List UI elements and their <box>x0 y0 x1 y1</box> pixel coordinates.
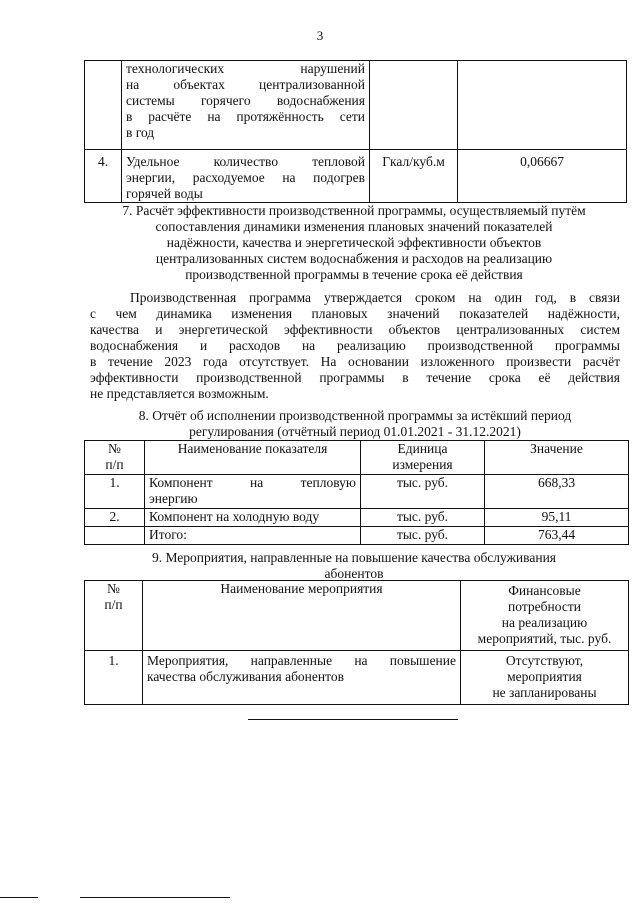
section9-heading <box>84 550 624 582</box>
header-finance-line: потребности <box>508 599 581 614</box>
heading-line: абонентов <box>324 566 384 581</box>
table-header-row <box>85 441 629 475</box>
cell-name-line: качества обслуживания абонентов <box>147 669 344 684</box>
cell-name-line: энергию <box>149 491 198 506</box>
cell-finance-line: Отсутствуют, <box>505 653 584 668</box>
cell-unit: тыс. руб. <box>361 509 485 527</box>
paragraph-line: не представляется возможным. <box>90 386 269 401</box>
section8-heading <box>90 408 620 440</box>
table-row <box>85 475 629 509</box>
cell-name-line: технологических нарушений <box>126 61 365 76</box>
table-row-total <box>85 527 629 545</box>
header-value: Значение <box>485 441 629 475</box>
heading-line: сопоставления динамики изменения плановых значений показателей <box>155 219 553 234</box>
cell-value: 0,06667 <box>458 150 627 203</box>
header-unit-line: Единица <box>397 441 448 456</box>
cell-value: 763,44 <box>485 527 629 545</box>
cell-name-line: Мероприятия, направленные на повышение <box>147 653 456 668</box>
header-num-line: п/п <box>104 597 123 612</box>
cell-name <box>143 651 461 705</box>
cell-unit: тыс. руб. <box>361 527 485 545</box>
cell-name-line: энергии, расходуемое на подогрев <box>126 170 365 185</box>
header-num-line: № <box>107 581 120 596</box>
header-unit <box>361 441 485 475</box>
table-header-row <box>85 581 629 651</box>
section7-heading <box>84 203 624 283</box>
heading-line: централизованных систем водоснабжения и расходов на реализацию <box>155 251 553 266</box>
cell-name <box>145 509 361 527</box>
header-finance-line: мероприятий, тыс. руб. <box>477 631 612 646</box>
cell-name <box>122 150 370 203</box>
closing-divider <box>248 719 458 720</box>
cell-unit: Гкал/куб.м <box>370 150 458 203</box>
paragraph-line: Производственная программа утверждается сроком на один год, в связи <box>130 290 620 305</box>
cell-num: 2. <box>85 509 145 527</box>
paragraph-line: с чем динамика изменения плановых значений показателей надёжности, <box>90 306 620 321</box>
heading-line: 8. Отчёт об исполнении производственной программы за истёкший период <box>138 408 572 423</box>
cell-value <box>458 61 627 150</box>
cell-name-line: Удельное количество тепловой <box>126 154 365 169</box>
cell-unit: тыс. руб. <box>361 475 485 509</box>
section7-paragraph <box>90 290 620 402</box>
heading-line: надёжности, качества и энергетической эффективности объектов <box>166 235 542 250</box>
cell-num: 1. <box>85 475 145 509</box>
cell-name-line: системы горячего водоснабжения <box>126 93 365 108</box>
heading-line: регулирования (отчётный период 01.01.2021 - 31.12.2021) <box>189 424 521 439</box>
paragraph-line: в течение 2023 года отсутствует. На основании изложенного произвести расчёт <box>90 354 620 369</box>
footer-divider <box>80 897 230 898</box>
cell-name-line: горячей воды <box>126 186 203 201</box>
cell-num <box>85 61 122 150</box>
cell-name-line: Итого: <box>149 527 187 542</box>
header-num-line: № <box>108 441 121 456</box>
cell-name-line: Компонент на тепловую <box>149 475 356 490</box>
cell-name-line: Компонент на холодную воду <box>149 509 320 524</box>
cell-name <box>145 475 361 509</box>
cell-unit <box>370 61 458 150</box>
table-continuation <box>84 60 627 203</box>
table-row <box>85 509 629 527</box>
footer-divider <box>0 897 38 898</box>
header-finance-line: на реализацию <box>501 615 588 630</box>
cell-name-line: на объектах централизованной <box>126 77 365 92</box>
cell-name <box>122 61 370 150</box>
cell-name <box>145 527 361 545</box>
cell-finance-line: мероприятия <box>507 669 582 684</box>
table-row <box>85 651 629 705</box>
header-num <box>85 581 143 651</box>
heading-line: производственной программы в течение срока её действия <box>185 267 523 282</box>
paragraph-line: водоснабжения и расходов на реализацию производственной программы <box>90 338 620 353</box>
header-unit-line: измерения <box>392 457 453 472</box>
paragraph-line: эффективности производственной программы в течение срока её действия <box>90 370 620 385</box>
header-name: Наименование мероприятия <box>143 581 461 651</box>
cell-num: 1. <box>85 651 143 705</box>
cell-name-line: в расчёте на протяжённость сети <box>126 109 365 124</box>
cell-num: 4. <box>85 150 122 203</box>
header-num-line: п/п <box>105 457 124 472</box>
table-row <box>85 150 627 203</box>
table-row <box>85 61 627 150</box>
header-name: Наименование показателя <box>145 441 361 475</box>
paragraph-line: качества и энергетической эффективности объектов централизованных систем <box>90 322 620 337</box>
cell-finance <box>461 651 629 705</box>
cell-value: 668,33 <box>485 475 629 509</box>
heading-line: 9. Мероприятия, направленные на повышение качества обслуживания <box>151 550 557 565</box>
measures-table <box>84 580 629 705</box>
cell-finance-line: не запланированы <box>492 685 597 700</box>
header-finance-line: Финансовые <box>508 583 581 598</box>
cell-name-line: в год <box>126 125 155 140</box>
cell-value: 95,11 <box>485 509 629 527</box>
heading-line: 7. Расчёт эффективности производственной программы, осуществляемый путём <box>122 203 586 218</box>
cell-num <box>85 527 145 545</box>
header-num <box>85 441 145 475</box>
header-finance <box>461 581 629 651</box>
report-table <box>84 440 629 545</box>
page-number: 3 <box>316 28 324 43</box>
